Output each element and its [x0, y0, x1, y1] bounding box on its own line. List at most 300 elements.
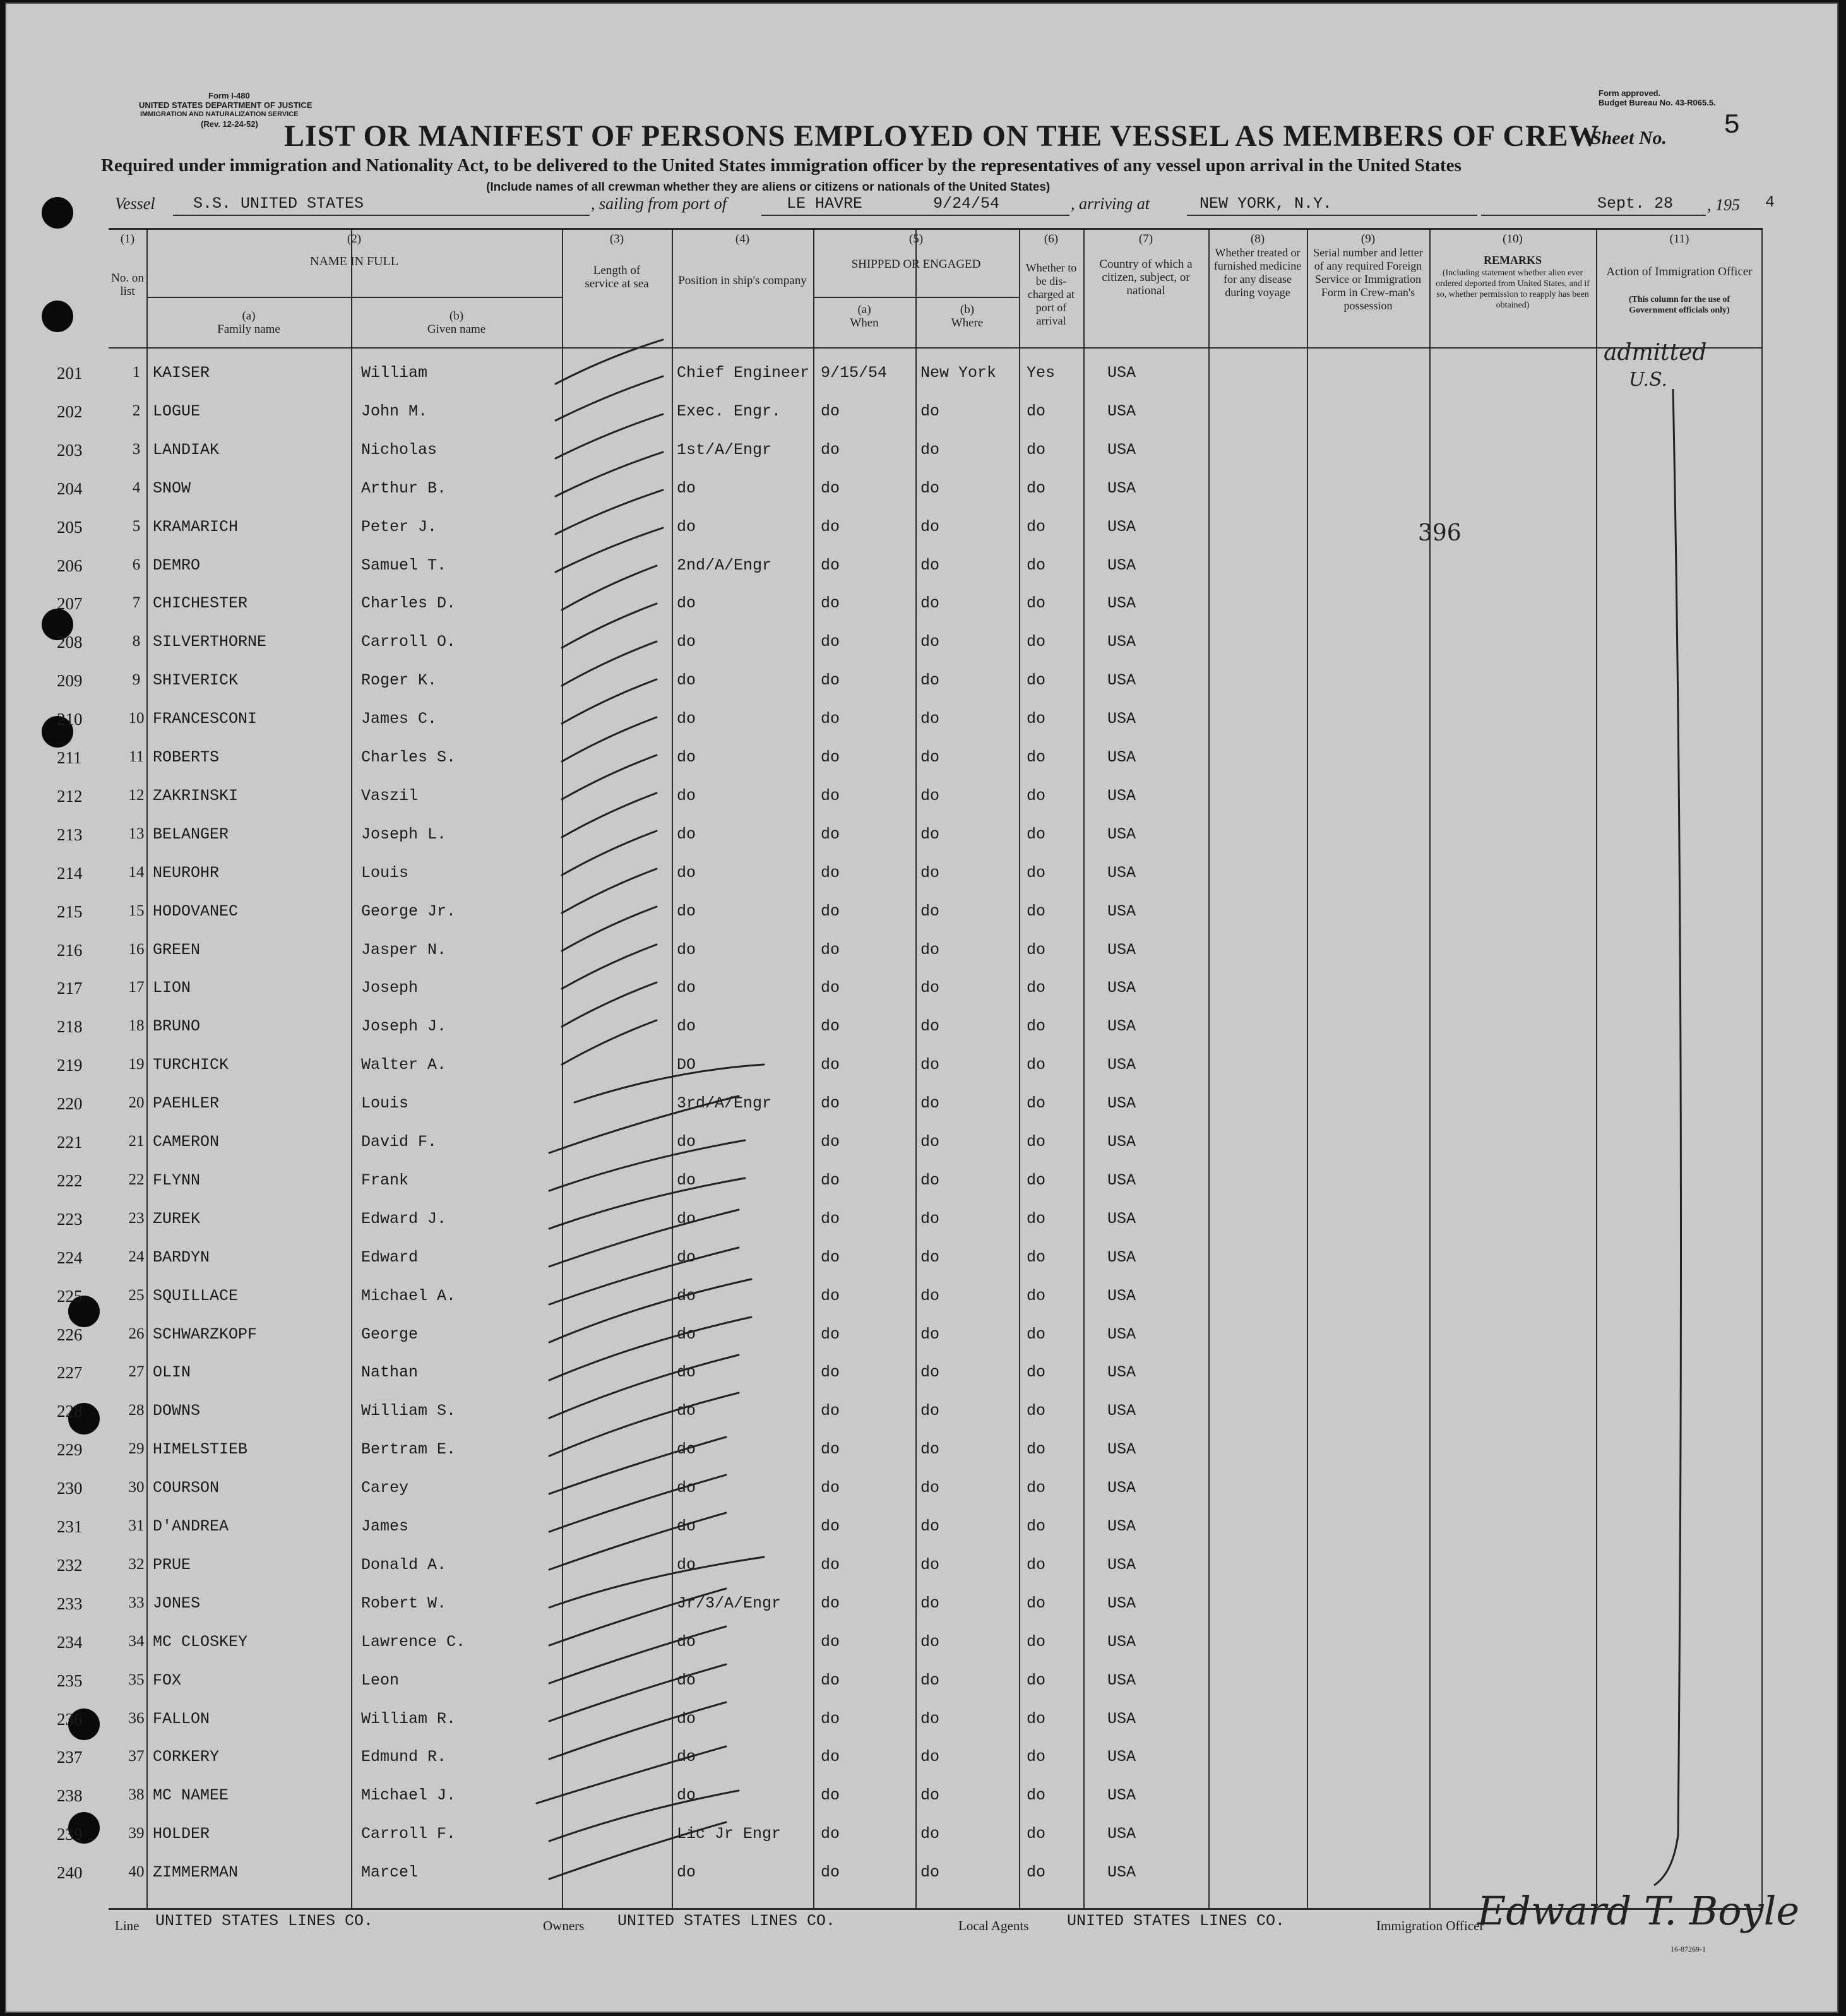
- shipped-when: do: [821, 440, 840, 459]
- col9-header: Serial number and letter of any required Foreign Service or Immigration Form in Crew-man's possession: [1313, 246, 1423, 312]
- row-reference-number: 237: [57, 1748, 83, 1767]
- discharge: do: [1027, 710, 1046, 729]
- given-name: Carroll O.: [361, 633, 456, 652]
- row-number: 25: [128, 1286, 145, 1304]
- shipped-when: do: [821, 1863, 840, 1882]
- col1-number: (1): [120, 232, 135, 246]
- discharge: do: [1027, 1786, 1046, 1805]
- position: do: [677, 1402, 696, 1421]
- family-name: CORKERY: [153, 1748, 220, 1767]
- row-number: 6: [132, 556, 141, 573]
- position: do: [677, 1209, 696, 1228]
- discharge: do: [1027, 556, 1046, 575]
- position: do: [677, 633, 696, 652]
- position: do: [677, 940, 696, 959]
- shipped-where: do: [920, 1286, 940, 1305]
- discharge: do: [1027, 748, 1046, 766]
- shipped-where: do: [920, 556, 940, 575]
- country: USA: [1107, 479, 1136, 498]
- shipped-when: do: [821, 1363, 840, 1382]
- form-approved: Form approved.: [1599, 88, 1661, 98]
- row-number: 31: [128, 1517, 145, 1534]
- row-number: 37: [128, 1748, 145, 1765]
- family-name: FOX: [153, 1671, 182, 1690]
- row-number: 1: [132, 364, 141, 381]
- shipped-where: do: [920, 1325, 940, 1344]
- row-number: 5: [132, 517, 141, 535]
- arrival-port: NEW YORK, N.Y.: [1200, 194, 1333, 213]
- position: do: [677, 1017, 696, 1036]
- row-reference-number: 216: [57, 940, 83, 960]
- shipped-where: do: [920, 1056, 940, 1075]
- given-name: Charles S.: [361, 748, 456, 766]
- shipped-when: do: [821, 1479, 840, 1498]
- shipped-when: do: [821, 1440, 840, 1459]
- row-number: 16: [128, 940, 145, 958]
- country: USA: [1107, 364, 1136, 382]
- col6-number: (6): [1044, 232, 1059, 246]
- shipped-where: do: [920, 710, 940, 729]
- col2a-header: (a) Family name: [217, 309, 280, 336]
- discharge: do: [1027, 786, 1046, 805]
- discharge: do: [1027, 517, 1046, 536]
- discharge: do: [1027, 440, 1046, 459]
- row-number: 34: [128, 1632, 145, 1650]
- family-name: BRUNO: [153, 1017, 201, 1036]
- shipped-when: do: [821, 633, 840, 652]
- country: USA: [1107, 1325, 1136, 1344]
- position: do: [677, 1786, 696, 1805]
- given-name: Leon: [361, 1671, 400, 1690]
- row-reference-number: 229: [57, 1440, 83, 1460]
- shipped-where: do: [920, 1671, 940, 1690]
- row-reference-number: 227: [57, 1363, 83, 1383]
- country: USA: [1107, 825, 1136, 844]
- position: do: [677, 517, 696, 536]
- family-name: NEUROHR: [153, 863, 220, 882]
- position: do: [677, 786, 696, 805]
- form-subtitle: Required under immigration and Nationality Act, to be delivered to the United States immigration officer by the representatives of any vessel upon arrival in the United States: [101, 155, 1462, 176]
- discharge: do: [1027, 1094, 1046, 1113]
- family-name: LOGUE: [153, 402, 201, 420]
- given-name: Joseph L.: [361, 825, 447, 844]
- row-number: 7: [132, 594, 141, 612]
- line-value: UNITED STATES LINES CO.: [155, 1912, 374, 1930]
- discharge: do: [1027, 1017, 1046, 1036]
- country: USA: [1107, 1017, 1136, 1036]
- shipped-when: do: [821, 402, 840, 420]
- shipped-when: do: [821, 940, 840, 959]
- col3-number: (3): [609, 232, 624, 246]
- shipped-when: do: [821, 1671, 840, 1690]
- given-name: George: [361, 1325, 419, 1344]
- shipped-where: do: [920, 1709, 940, 1728]
- discharge: do: [1027, 1709, 1046, 1728]
- family-name: LANDIAK: [153, 440, 220, 459]
- given-name: Joseph: [361, 979, 419, 998]
- col11-header: Action of Immigration Officer: [1606, 265, 1753, 278]
- shipped-when: do: [821, 902, 840, 921]
- row-number: 22: [128, 1171, 145, 1188]
- position: do: [677, 1632, 696, 1651]
- country: USA: [1107, 671, 1136, 690]
- shipped-where: do: [920, 1363, 940, 1382]
- country: USA: [1107, 1632, 1136, 1651]
- discharge: do: [1027, 1594, 1046, 1613]
- print-code: 16-87269-1: [1670, 1945, 1706, 1953]
- shipped-where: do: [920, 1825, 940, 1844]
- position: do: [677, 1325, 696, 1344]
- row-reference-number: 235: [57, 1671, 83, 1690]
- row-number: 17: [128, 979, 145, 996]
- position: do: [677, 1555, 696, 1574]
- family-name: ROBERTS: [153, 748, 220, 766]
- country: USA: [1107, 1363, 1136, 1382]
- col8-header: Whether treated or furnished medicine for any disease during voyage: [1213, 246, 1302, 299]
- given-name: Louis: [361, 863, 409, 882]
- family-name: HODOVANEC: [153, 902, 239, 921]
- given-name: Michael A.: [361, 1286, 456, 1305]
- country: USA: [1107, 1863, 1136, 1882]
- shipped-when: do: [821, 1248, 840, 1267]
- discharge: do: [1027, 1632, 1046, 1651]
- col6-header: Whether to be dis-charged at port of arrival: [1025, 261, 1077, 327]
- shipped-when: do: [821, 594, 840, 613]
- row-number: 10: [128, 710, 145, 727]
- family-name: HIMELSTIEB: [153, 1440, 248, 1459]
- discharge: do: [1027, 1171, 1046, 1190]
- handwriting-strokes: [6, 4, 1837, 2012]
- row-reference-number: 215: [57, 902, 83, 921]
- country: USA: [1107, 1786, 1136, 1805]
- col2-header: NAME IN FULL: [310, 254, 398, 268]
- family-name: ZIMMERMAN: [153, 1863, 239, 1882]
- country: USA: [1107, 1709, 1136, 1728]
- shipped-when: do: [821, 1171, 840, 1190]
- given-name: William: [361, 364, 428, 382]
- shipped-where: do: [920, 402, 940, 420]
- shipped-where: do: [920, 748, 940, 766]
- shipped-where: do: [920, 1402, 940, 1421]
- discharge: do: [1027, 1402, 1046, 1421]
- row-reference-number: 209: [57, 671, 83, 691]
- row-reference-number: 204: [57, 479, 83, 498]
- arrival-date: Sept. 28: [1597, 194, 1674, 213]
- discharge: do: [1027, 825, 1046, 844]
- shipped-when: do: [821, 1594, 840, 1613]
- position: do: [677, 863, 696, 882]
- remark-number: 396: [1418, 520, 1462, 546]
- shipped-when: do: [821, 863, 840, 882]
- row-number: 8: [132, 633, 141, 650]
- country: USA: [1107, 786, 1136, 805]
- family-name: LION: [153, 979, 191, 998]
- row-number: 24: [128, 1248, 145, 1265]
- row-number: 40: [128, 1863, 145, 1881]
- family-name: HOLDER: [153, 1825, 210, 1844]
- country: USA: [1107, 1594, 1136, 1613]
- col10-note: (Including statement whether alien ever ordered deported from United States, and if so, whether permission to reapply has been obtained): [1436, 268, 1590, 310]
- shipped-when: do: [821, 1825, 840, 1844]
- row-number: 13: [128, 825, 145, 842]
- family-name: KRAMARICH: [153, 517, 239, 536]
- position: do: [677, 1748, 696, 1767]
- arriving-label: , arriving at: [1071, 194, 1150, 213]
- agents-value: UNITED STATES LINES CO.: [1067, 1912, 1285, 1930]
- discharge: do: [1027, 479, 1046, 498]
- position: do: [677, 1133, 696, 1151]
- family-name: MC CLOSKEY: [153, 1632, 248, 1651]
- given-name: John M.: [361, 402, 428, 420]
- row-reference-number: 228: [57, 1402, 83, 1421]
- shipped-where: New York: [920, 364, 997, 382]
- country: USA: [1107, 1248, 1136, 1267]
- country: USA: [1107, 940, 1136, 959]
- shipped-when: do: [821, 1325, 840, 1344]
- given-name: William S.: [361, 1402, 456, 1421]
- row-number: 4: [132, 479, 141, 496]
- family-name: TURCHICK: [153, 1056, 229, 1075]
- family-name: PRUE: [153, 1555, 191, 1574]
- family-name: SNOW: [153, 479, 191, 498]
- given-name: Jasper N.: [361, 940, 447, 959]
- immigration-action: admitted: [1604, 340, 1707, 366]
- position: Exec. Engr.: [677, 402, 782, 420]
- row-reference-number: 202: [57, 402, 83, 421]
- row-reference-number: 201: [57, 364, 83, 383]
- given-name: Charles D.: [361, 594, 456, 613]
- country: USA: [1107, 1825, 1136, 1844]
- family-name: ZAKRINSKI: [153, 786, 239, 805]
- row-reference-number: 224: [57, 1248, 83, 1267]
- row-number: 28: [128, 1402, 145, 1419]
- position: do: [677, 1671, 696, 1690]
- discharge: do: [1027, 1555, 1046, 1574]
- family-name: COURSON: [153, 1479, 220, 1498]
- col5-header: SHIPPED OR ENGAGED: [851, 258, 981, 271]
- service-name: IMMIGRATION AND NATURALIZATION SERVICE: [140, 110, 299, 118]
- discharge: do: [1027, 1671, 1046, 1690]
- discharge: do: [1027, 633, 1046, 652]
- col5-number: (5): [908, 232, 924, 246]
- col8-number: (8): [1250, 232, 1265, 246]
- given-name: Robert W.: [361, 1594, 447, 1613]
- row-reference-number: 230: [57, 1479, 83, 1498]
- given-name: James: [361, 1517, 409, 1536]
- sailing-label: , sailing from port of: [591, 194, 727, 213]
- row-number: 3: [132, 440, 141, 458]
- shipped-where: do: [920, 1517, 940, 1536]
- position: do: [677, 594, 696, 613]
- row-number: 38: [128, 1786, 145, 1804]
- vessel-name: S.S. UNITED STATES: [193, 194, 364, 213]
- row-number: 33: [128, 1594, 145, 1611]
- given-name: David F.: [361, 1133, 438, 1151]
- discharge: do: [1027, 1325, 1046, 1344]
- discharge: do: [1027, 1863, 1046, 1882]
- shipped-when: do: [821, 1017, 840, 1036]
- service-length-check-marks: [537, 340, 764, 1879]
- position: do: [677, 1440, 696, 1459]
- shipped-where: do: [920, 825, 940, 844]
- row-reference-number: 239: [57, 1825, 83, 1844]
- shipped-where: do: [920, 1632, 940, 1651]
- discharge: do: [1027, 1825, 1046, 1844]
- family-name: SILVERTHORNE: [153, 633, 267, 652]
- shipped-where: do: [920, 1248, 940, 1267]
- col2-number: (2): [347, 232, 362, 246]
- country: USA: [1107, 863, 1136, 882]
- row-reference-number: 233: [57, 1594, 83, 1613]
- shipped-where: do: [920, 517, 940, 536]
- shipped-where: do: [920, 1863, 940, 1882]
- officer-label: Immigration Officer: [1376, 1918, 1484, 1933]
- departure-date: 9/24/54: [933, 194, 1000, 213]
- shipped-where: do: [920, 1209, 940, 1228]
- row-reference-number: 238: [57, 1786, 83, 1806]
- discharge: Yes: [1027, 364, 1056, 382]
- position: do: [677, 1863, 696, 1882]
- shipped-where: do: [920, 1479, 940, 1498]
- col10-number: (10): [1503, 232, 1523, 246]
- shipped-when: do: [821, 979, 840, 998]
- family-name: OLIN: [153, 1363, 191, 1382]
- country: USA: [1107, 1555, 1136, 1574]
- budget-bureau: Budget Bureau No. 43-R065.5.: [1599, 98, 1716, 107]
- col7-number: (7): [1138, 232, 1153, 246]
- row-reference-number: 232: [57, 1555, 83, 1575]
- col7-header: Country of which a citizen, subject, or national: [1099, 258, 1193, 297]
- row-reference-number: 226: [57, 1325, 83, 1344]
- immigration-initials: U.S.: [1629, 369, 1668, 391]
- discharge: do: [1027, 1056, 1046, 1075]
- officer-signature: Edward T. Boyle: [1477, 1888, 1800, 1934]
- position: do: [677, 1479, 696, 1498]
- row-number: 39: [128, 1825, 145, 1842]
- given-name: Frank: [361, 1171, 409, 1190]
- discharge: do: [1027, 1248, 1046, 1267]
- country: USA: [1107, 979, 1136, 998]
- family-name: FALLON: [153, 1709, 210, 1728]
- family-name: CHICHESTER: [153, 594, 248, 613]
- discharge: do: [1027, 940, 1046, 959]
- page-title: LIST OR MANIFEST OF PERSONS EMPLOYED ON THE VESSEL AS MEMBERS OF CREW: [284, 119, 1600, 153]
- row-number: 14: [128, 863, 145, 881]
- row-reference-number: 217: [57, 979, 83, 998]
- shipped-when: do: [821, 748, 840, 766]
- family-name: FLYNN: [153, 1171, 201, 1190]
- shipped-when: do: [821, 1056, 840, 1075]
- manifest-sheet: [5, 3, 1838, 2013]
- row-reference-number: 210: [57, 710, 83, 729]
- discharge: do: [1027, 1209, 1046, 1228]
- row-number: 19: [128, 1056, 145, 1073]
- shipped-when: do: [821, 1555, 840, 1574]
- country: USA: [1107, 594, 1136, 613]
- row-reference-number: 203: [57, 440, 83, 460]
- country: USA: [1107, 1286, 1136, 1305]
- given-name: Bertram E.: [361, 1440, 456, 1459]
- given-name: Samuel T.: [361, 556, 447, 575]
- position: do: [677, 825, 696, 844]
- country: USA: [1107, 710, 1136, 729]
- country: USA: [1107, 556, 1136, 575]
- shipped-when: do: [821, 1786, 840, 1805]
- given-name: Roger K.: [361, 671, 438, 690]
- row-number: 20: [128, 1094, 145, 1112]
- row-number: 12: [128, 786, 145, 804]
- position: do: [677, 1171, 696, 1190]
- family-name: D'ANDREA: [153, 1517, 229, 1536]
- given-name: Edward J.: [361, 1209, 447, 1228]
- shipped-when: do: [821, 1286, 840, 1305]
- position: do: [677, 710, 696, 729]
- family-name: GREEN: [153, 940, 201, 959]
- row-reference-number: 208: [57, 633, 83, 652]
- position: Chief Engineer: [677, 364, 810, 382]
- row-number: 11: [128, 748, 145, 765]
- given-name: Louis: [361, 1094, 409, 1113]
- shipped-where: do: [920, 633, 940, 652]
- shipped-when: do: [821, 671, 840, 690]
- discharge: do: [1027, 1479, 1046, 1498]
- shipped-where: do: [920, 1017, 940, 1036]
- form-number: Form I-480: [208, 91, 250, 100]
- row-number: 15: [128, 902, 145, 919]
- country: USA: [1107, 1517, 1136, 1536]
- discharge: do: [1027, 1133, 1046, 1151]
- owners-value: UNITED STATES LINES CO.: [617, 1912, 836, 1930]
- agents-label: Local Agents: [958, 1918, 1029, 1933]
- row-reference-number: 231: [57, 1517, 83, 1536]
- row-reference-number: 223: [57, 1209, 83, 1229]
- row-number: 2: [132, 402, 141, 419]
- family-name: CAMERON: [153, 1133, 220, 1151]
- given-name: Walter A.: [361, 1056, 447, 1075]
- discharge: do: [1027, 671, 1046, 690]
- shipped-where: do: [920, 1555, 940, 1574]
- sheet-number-label: Sheet No.: [1591, 128, 1667, 148]
- given-name: Carey: [361, 1479, 409, 1498]
- country: USA: [1107, 1209, 1136, 1228]
- given-name: Marcel: [361, 1863, 419, 1882]
- row-number: 23: [128, 1209, 145, 1227]
- discharge: do: [1027, 902, 1046, 921]
- row-number: 26: [128, 1325, 145, 1342]
- row-reference-number: 207: [57, 594, 83, 614]
- shipped-when: do: [821, 1517, 840, 1536]
- discharge: do: [1027, 1286, 1046, 1305]
- given-name: Nathan: [361, 1363, 419, 1382]
- shipped-when: do: [821, 786, 840, 805]
- discharge: do: [1027, 402, 1046, 420]
- col1-header: No. on list: [111, 271, 144, 298]
- family-name: DOWNS: [153, 1402, 201, 1421]
- col4-number: (4): [735, 232, 750, 246]
- given-name: Nicholas: [361, 440, 438, 459]
- col10-header: REMARKS: [1483, 254, 1542, 266]
- given-name: George Jr.: [361, 902, 456, 921]
- row-reference-number: 212: [57, 786, 83, 806]
- position: do: [677, 902, 696, 921]
- country: USA: [1107, 1402, 1136, 1421]
- shipped-where: do: [920, 863, 940, 882]
- row-reference-number: 234: [57, 1632, 83, 1652]
- family-name: PAEHLER: [153, 1094, 220, 1113]
- position: 2nd/A/Engr: [677, 556, 772, 575]
- discharge: do: [1027, 1748, 1046, 1767]
- discharge: do: [1027, 1363, 1046, 1382]
